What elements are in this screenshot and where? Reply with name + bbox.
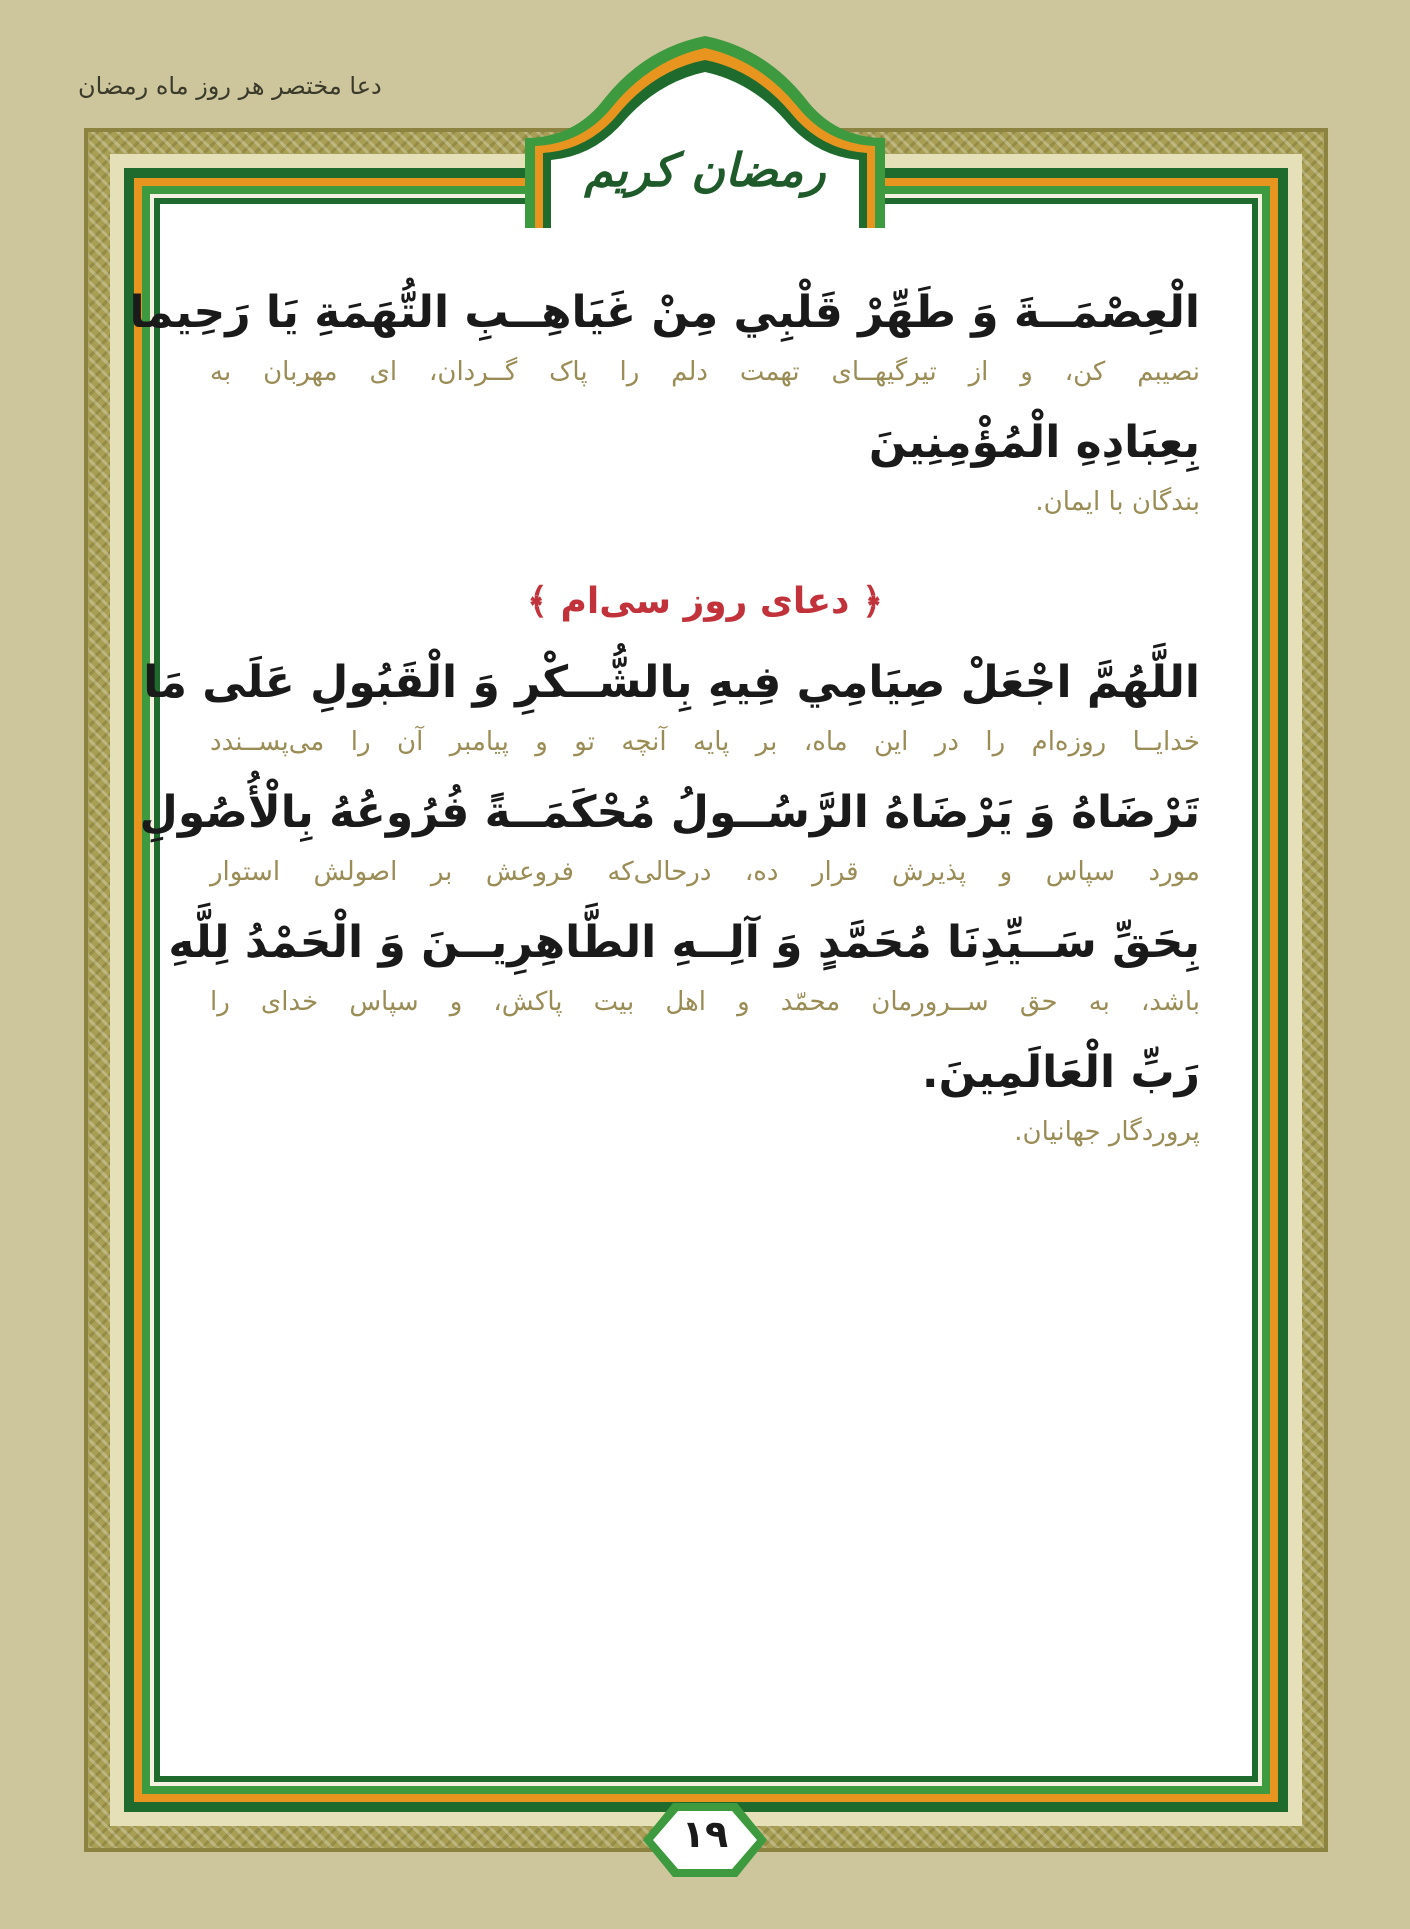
arabic-line: اللَّهُمَّ اجْعَلْ صِيَامِي فِيهِ بِالشُّــكْرِ وَ الْقَبُولِ عَلَى مَا	[143, 657, 1200, 708]
persian-translation: باشد، به حق ســرورمان محمّد و اهل بیت پاکش، و سپاس خدای را	[210, 987, 1200, 1017]
arabic-line: الْعِصْمَــةَ وَ طَهِّرْ قَلْبِي مِنْ غَيَاهِــبِ التُّهَمَةِ يَا رَحِيما	[129, 287, 1200, 338]
persian-translation: نصیبم کن، و از تیرگیهــای تهمت دلم را پاک گــردان، ای مهربان به	[210, 357, 1200, 387]
prayer-content	[129, 280, 1200, 1170]
arabic-line: بِعِبَادِهِ الْمُؤْمِنِينَ	[868, 417, 1200, 468]
arabic-line: رَبِّ الْعَالَمِينَ.	[921, 1047, 1200, 1098]
persian-translation: بندگان با ایمان.	[1035, 487, 1200, 517]
arabic-line: تَرْضَاهُ وَ يَرْضَاهُ الرَّسُــولُ مُحْكَمَــةً فُرُوعُهُ بِالْأُصُولِ	[139, 787, 1200, 838]
arabic-line: بِحَقِّ سَــيِّدِنَا مُحَمَّدٍ وَ آلِــهِ الطَّاهِرِيــنَ وَ الْحَمْدُ لِلَّهِ	[168, 917, 1200, 968]
running-header: دعا مختصر هر روز ماه رمضان	[78, 72, 382, 100]
arch-title: رمضان کریم	[584, 143, 826, 197]
persian-translation: خدایــا روزه‌ام را در این ماه، بر پایه آنچه تو و پیامبر آن را می‌پســندد	[210, 727, 1200, 757]
section-title: ﴿ دعای روز سی‌ام ﴾	[526, 581, 884, 622]
page-number: ۱۹	[681, 1812, 729, 1856]
persian-translation: پروردگار جهانیان.	[1014, 1117, 1200, 1147]
arch-ornament	[515, 28, 895, 228]
persian-translation: مورد سپاس و پذیرش قرار ده، درحالی‌که فروعش بر اصولش استوار	[210, 857, 1200, 887]
